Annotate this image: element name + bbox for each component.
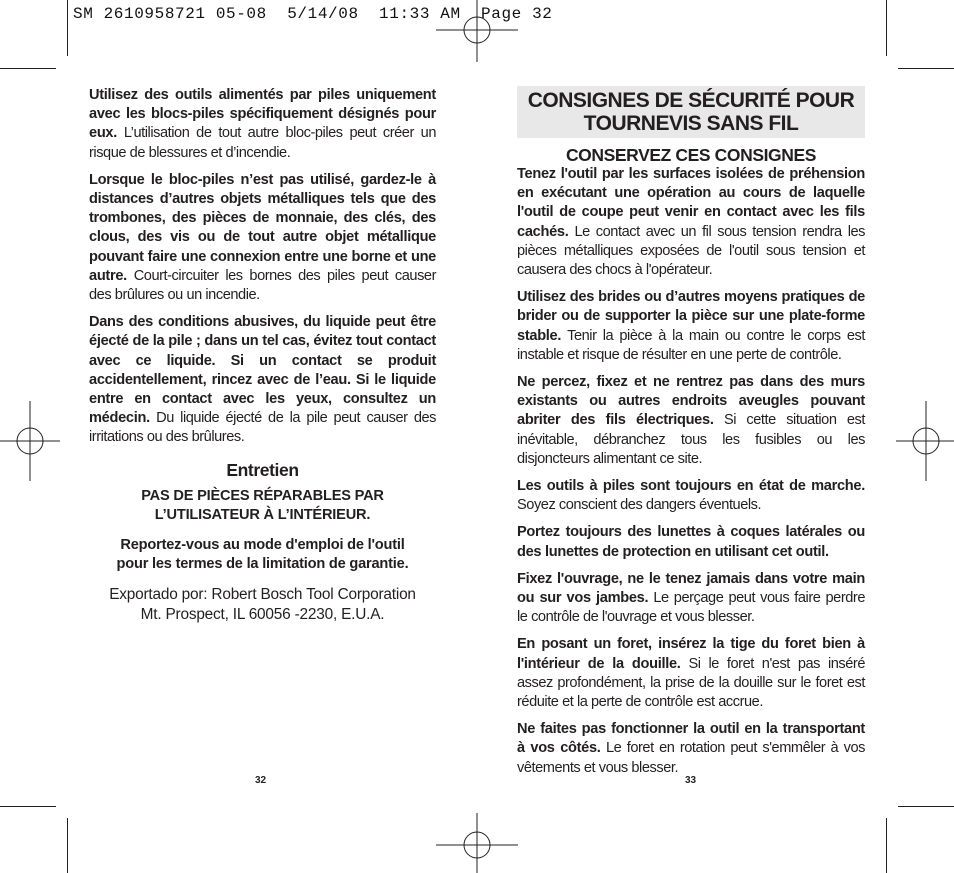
right-paragraph-2-lead: Utilisez des brides ou d’autres moyens pratiques de brider ou de supporter la pièce sur une plate-forme stable.	[517, 289, 865, 344]
right-paragraph-8-lead: Ne faites pas fonctionner la outil en la transportant à vos côtés.	[517, 721, 865, 757]
warranty-line-2: pour les termes de la limitation de garantie.	[116, 556, 409, 573]
right-paragraph-8	[517, 720, 865, 778]
no-parts-line-2: L’UTILISATEUR À L’INTÉRIEUR.	[154, 507, 371, 524]
crop-mark-bottom-right-vertical	[886, 818, 887, 873]
crop-mark-top-right-horizontal	[898, 68, 954, 69]
left-paragraph-2	[89, 171, 436, 305]
page-number-right: 33	[685, 775, 697, 786]
right-paragraph-6-body: Le perçage peut vous faire perdre le contrôle de l'ouvrage et vous blesser.	[517, 590, 865, 626]
right-paragraph-2	[517, 288, 865, 365]
left-paragraph-2-body: Court-circuiter les bornes des piles peut causer des brûlures ou un incendie.	[89, 267, 436, 304]
safety-title-line-2: TOURNEVIS SANS FIL	[583, 112, 799, 135]
no-parts-line-1: PAS DE PIÈCES RÉPARABLES PAR	[141, 487, 384, 504]
right-paragraph-4	[517, 477, 865, 515]
registration-mark-top	[436, 0, 518, 62]
left-paragraph-1-lead: Utilisez des outils alimentés par piles uniquement avec les blocs-piles spécifiquement désignés pour eux.	[89, 87, 436, 142]
right-paragraph-5	[517, 523, 865, 561]
page-number-left: 32	[255, 775, 267, 786]
exporter-notice	[89, 585, 436, 625]
crop-mark-bottom-left-vertical	[67, 818, 68, 873]
no-serviceable-parts-notice	[89, 487, 436, 526]
right-paragraph-6	[517, 570, 865, 628]
keep-instructions-heading: CONSERVEZ CES CONSIGNES	[565, 145, 817, 165]
crop-mark-top-right-vertical	[886, 0, 887, 56]
left-page-column	[89, 86, 436, 625]
right-paragraph-2-body: Tenir la pièce à la main ou contre le corps est instable et risque de résulter en une perte de contrôle.	[517, 327, 865, 363]
warranty-line-1: Reportez-vous au mode d'emploi de l'outil	[120, 536, 405, 553]
left-paragraph-3-lead: Dans des conditions abusives, du liquide peut être éjecté de la pile ; dans un tel cas, évitez tout contact avec ce liquide. Si un contact se produit accidentellement, rincez avec de l’eau. Si le liquide entre en contact avec les yeux, consultez un médecin.	[89, 314, 436, 427]
right-paragraph-7-body: Si le foret n'est pas inséré assez profondément, la prise de la douille sur le foret est réduite et la perte de contrôle est accrue.	[517, 655, 866, 711]
right-paragraph-7-lead: En posant un foret, insérez la tige du foret bien à l'intérieur de la douille.	[517, 636, 865, 672]
right-paragraph-1	[517, 165, 865, 280]
right-paragraph-5-lead: Portez toujours des lunettes à coques latérales ou des lunettes de protection en utilisant cet outil.	[517, 524, 865, 560]
crop-mark-bottom-left-horizontal	[0, 806, 56, 807]
right-paragraph-7	[517, 635, 865, 712]
left-paragraph-2-lead: Lorsque le bloc-piles n’est pas utilisé, gardez-le à distances d’autres objets métalliques tels que des trombones, des pièces de monnaie, des clés, des clous, des vis ou de tout autre objet métallique pouvant faire une connexion entre une borne et une autre.	[89, 171, 436, 284]
right-paragraph-6-lead: Fixez l'ouvrage, ne le tenez jamais dans votre main ou sur vos jambes.	[517, 570, 865, 607]
crop-mark-top-left-horizontal	[0, 68, 56, 69]
registration-mark-left	[0, 401, 60, 481]
right-paragraph-4-body: Soyez conscient des dangers éventuels.	[517, 497, 762, 514]
maintenance-heading: Entretien	[226, 459, 299, 480]
right-paragraph-4-lead: Les outils à piles sont toujours en état de marche.	[517, 478, 865, 495]
right-paragraph-8-body: Le foret en rotation peut s'emmêler à vos vêtements et vous blesser.	[517, 740, 865, 776]
left-paragraph-3	[89, 313, 436, 447]
registration-mark-right	[896, 401, 954, 481]
safety-title-banner	[517, 86, 865, 138]
print-slug: SM 2610958721 05-08 5/14/08 11:33 AM Page 32	[73, 5, 553, 23]
crop-mark-bottom-right-horizontal	[898, 806, 954, 807]
export-line-1: Exportado por: Robert Bosch Tool Corporation	[109, 585, 416, 603]
warranty-notice	[89, 536, 436, 575]
right-paragraph-3-lead: Ne percez, fixez et ne rentrez pas dans des murs existants ou autres endroits aveugles pouvant abriter des fils électriques.	[517, 374, 865, 429]
left-paragraph-3-body: Du liquide éjecté de la pile peut causer des irritations ou des brûlures.	[89, 410, 436, 446]
right-paragraph-1-body: Le contact avec un fil sous tension rendra les pièces métalliques exposées de l'outil sous tension et causera des chocs à l'opérateur.	[517, 223, 865, 279]
right-paragraph-1-lead: Tenez l'outil par les surfaces isolées de préhension en exécutant une opération au cours de laquelle l'outil de coupe peut venir en contact avec les fils cachés.	[517, 166, 865, 240]
registration-mark-bottom	[436, 813, 518, 873]
right-paragraph-3	[517, 373, 865, 469]
export-line-2: Mt. Prospect, IL 60056 -2230, E.U.A.	[140, 605, 385, 623]
crop-mark-top-left-vertical	[67, 0, 68, 56]
safety-title-line-1: CONSIGNES DE SÉCURITÉ POUR	[527, 89, 855, 112]
left-paragraph-1	[89, 86, 436, 163]
right-paragraph-3-body: Si cette situation est inévitable, débranchez tous les fusibles ou les disjoncteurs alimentant ce site.	[517, 412, 866, 467]
right-page-column	[517, 86, 865, 786]
left-paragraph-1-body: L’utilisation de tout autre bloc-piles peut créer un risque de blessures et d’incendie.	[89, 125, 436, 161]
